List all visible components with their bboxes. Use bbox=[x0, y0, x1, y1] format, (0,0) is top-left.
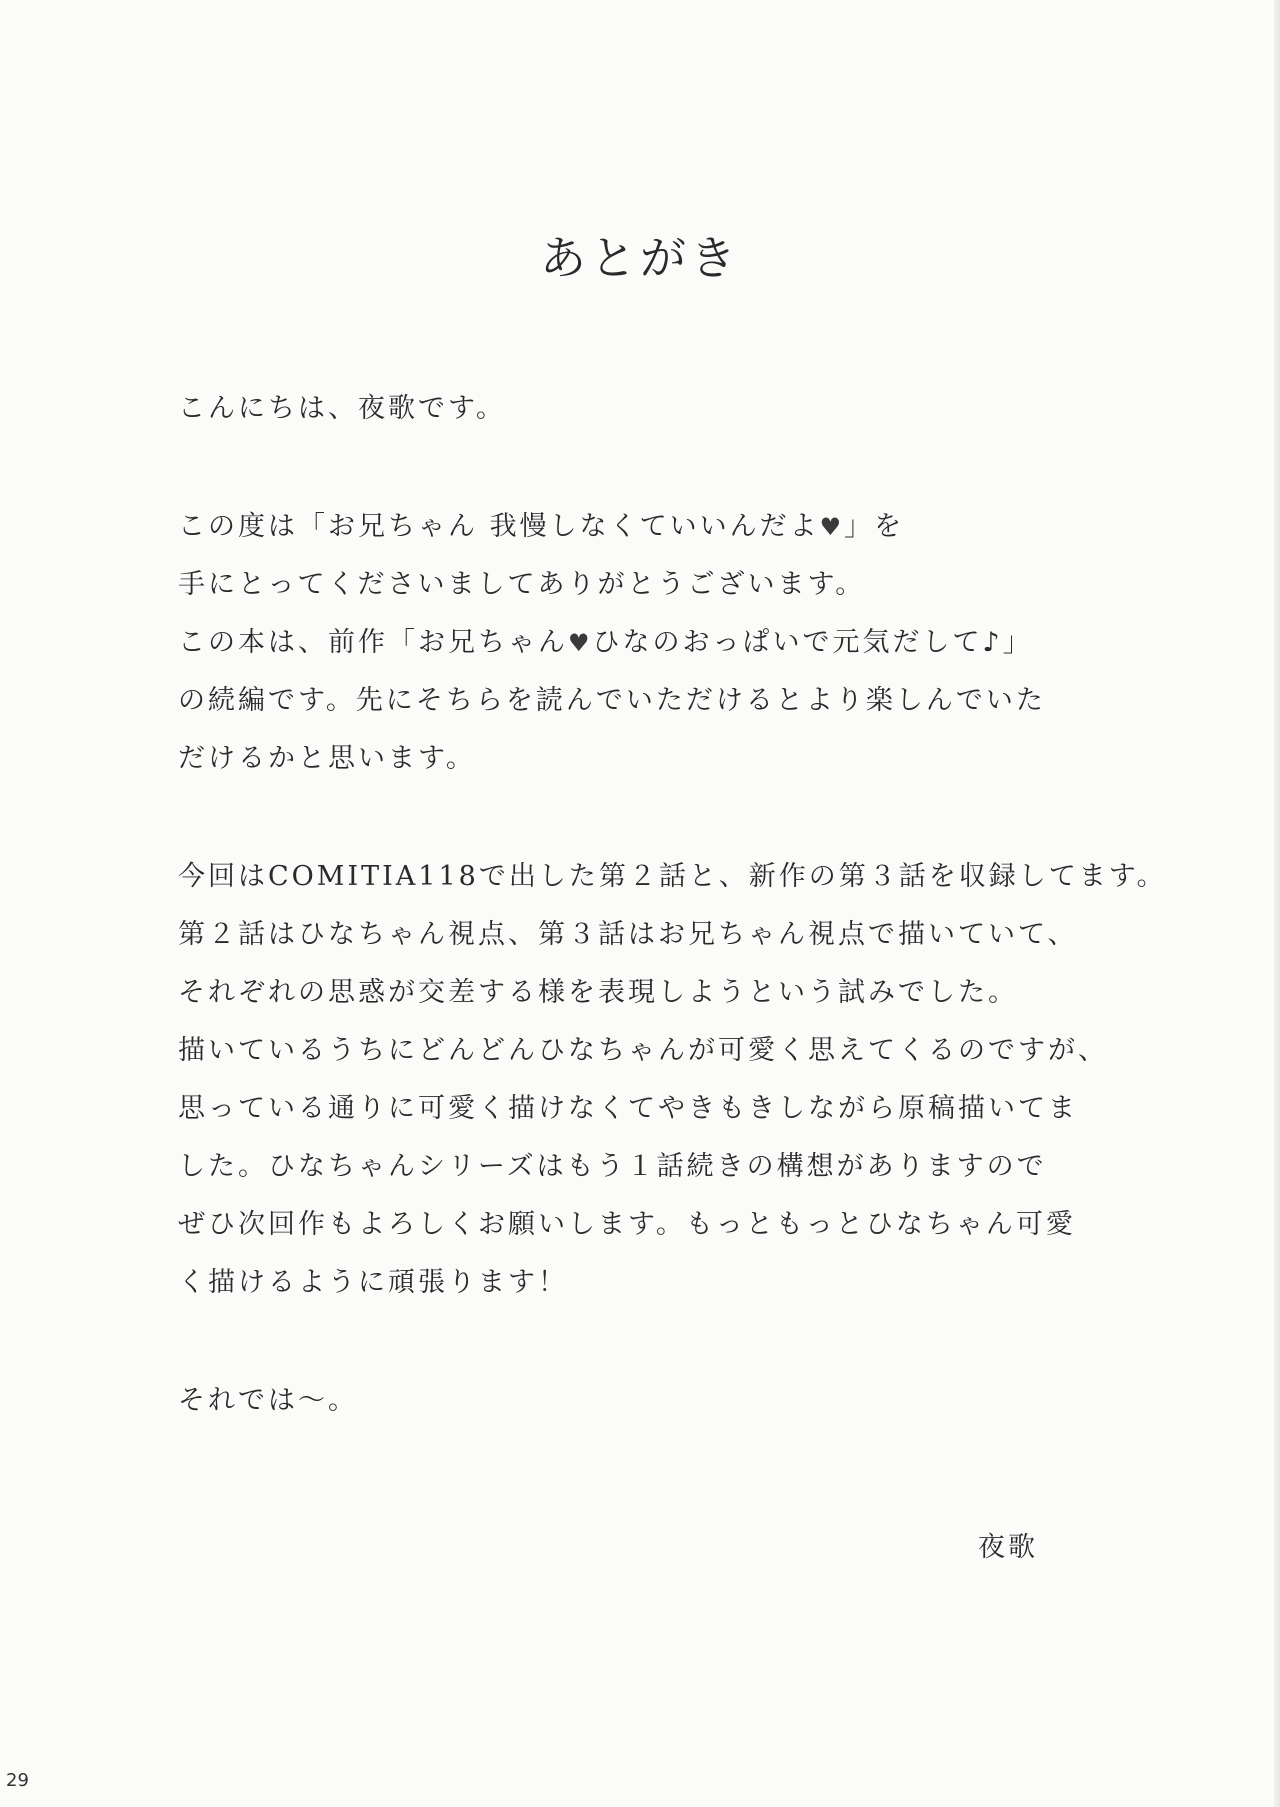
paragraph-closing bbox=[178, 1378, 1128, 1436]
text-line: した。ひなちゃんシリーズはもう１話続きの構想がありますので bbox=[178, 1151, 1047, 1182]
text-line: ぜひ次回作もよろしくお願いします。もっともっとひなちゃん可愛 bbox=[178, 1209, 1076, 1240]
text-line bbox=[178, 620, 1128, 678]
text-line: 手にとってくださいましてありがとうございます。 bbox=[178, 569, 866, 600]
text-line: 描いているうちにどんどんひなちゃんが可愛く思えてくるのですが、 bbox=[178, 1035, 1108, 1066]
text-line: だけるかと思います。 bbox=[178, 743, 476, 774]
text-line: それでは～。 bbox=[178, 1385, 358, 1416]
paragraph-greeting bbox=[178, 386, 1128, 444]
text-line: の続編です。先にそちらを読んでいただけるとより楽しんでいた bbox=[178, 685, 1046, 716]
paragraph-thanks bbox=[178, 504, 1128, 794]
text-segment: ひなのおっぱいで元気だして♪」 bbox=[592, 627, 1033, 658]
author-signature: 夜歌 bbox=[978, 1532, 1038, 1563]
text-segment: 」を bbox=[844, 511, 905, 542]
heart-icon: ♥ bbox=[819, 513, 845, 541]
text-segment: この本は、前作「お兄ちゃん bbox=[178, 627, 568, 658]
page-number: 29 bbox=[6, 1770, 29, 1791]
text-line: それぞれの思惑が交差する様を表現しようという試みでした。 bbox=[178, 977, 1018, 1008]
afterword-body bbox=[178, 386, 1167, 1496]
paragraph-contents bbox=[178, 854, 1167, 1318]
text-segment: この度は「お兄ちゃん 我慢しなくていいんだよ bbox=[178, 511, 820, 542]
text-line: こんにちは、夜歌です。 bbox=[178, 393, 506, 424]
page-title: あとがき bbox=[540, 231, 740, 285]
text-line: く描けるように頑張ります！ bbox=[178, 1267, 568, 1298]
heart-icon: ♥ bbox=[568, 629, 593, 657]
text-line bbox=[178, 504, 1128, 562]
text-line: 第２話はひなちゃん視点、第３話はお兄ちゃん視点で描いていて、 bbox=[178, 919, 1078, 950]
text-line: 今回はCOMITIA118で出した第２話と、新作の第３話を収録してます。 bbox=[178, 861, 1167, 892]
text-line: 思っている通りに可愛く描けなくてやきもきしながら原稿描いてま bbox=[178, 1093, 1078, 1124]
